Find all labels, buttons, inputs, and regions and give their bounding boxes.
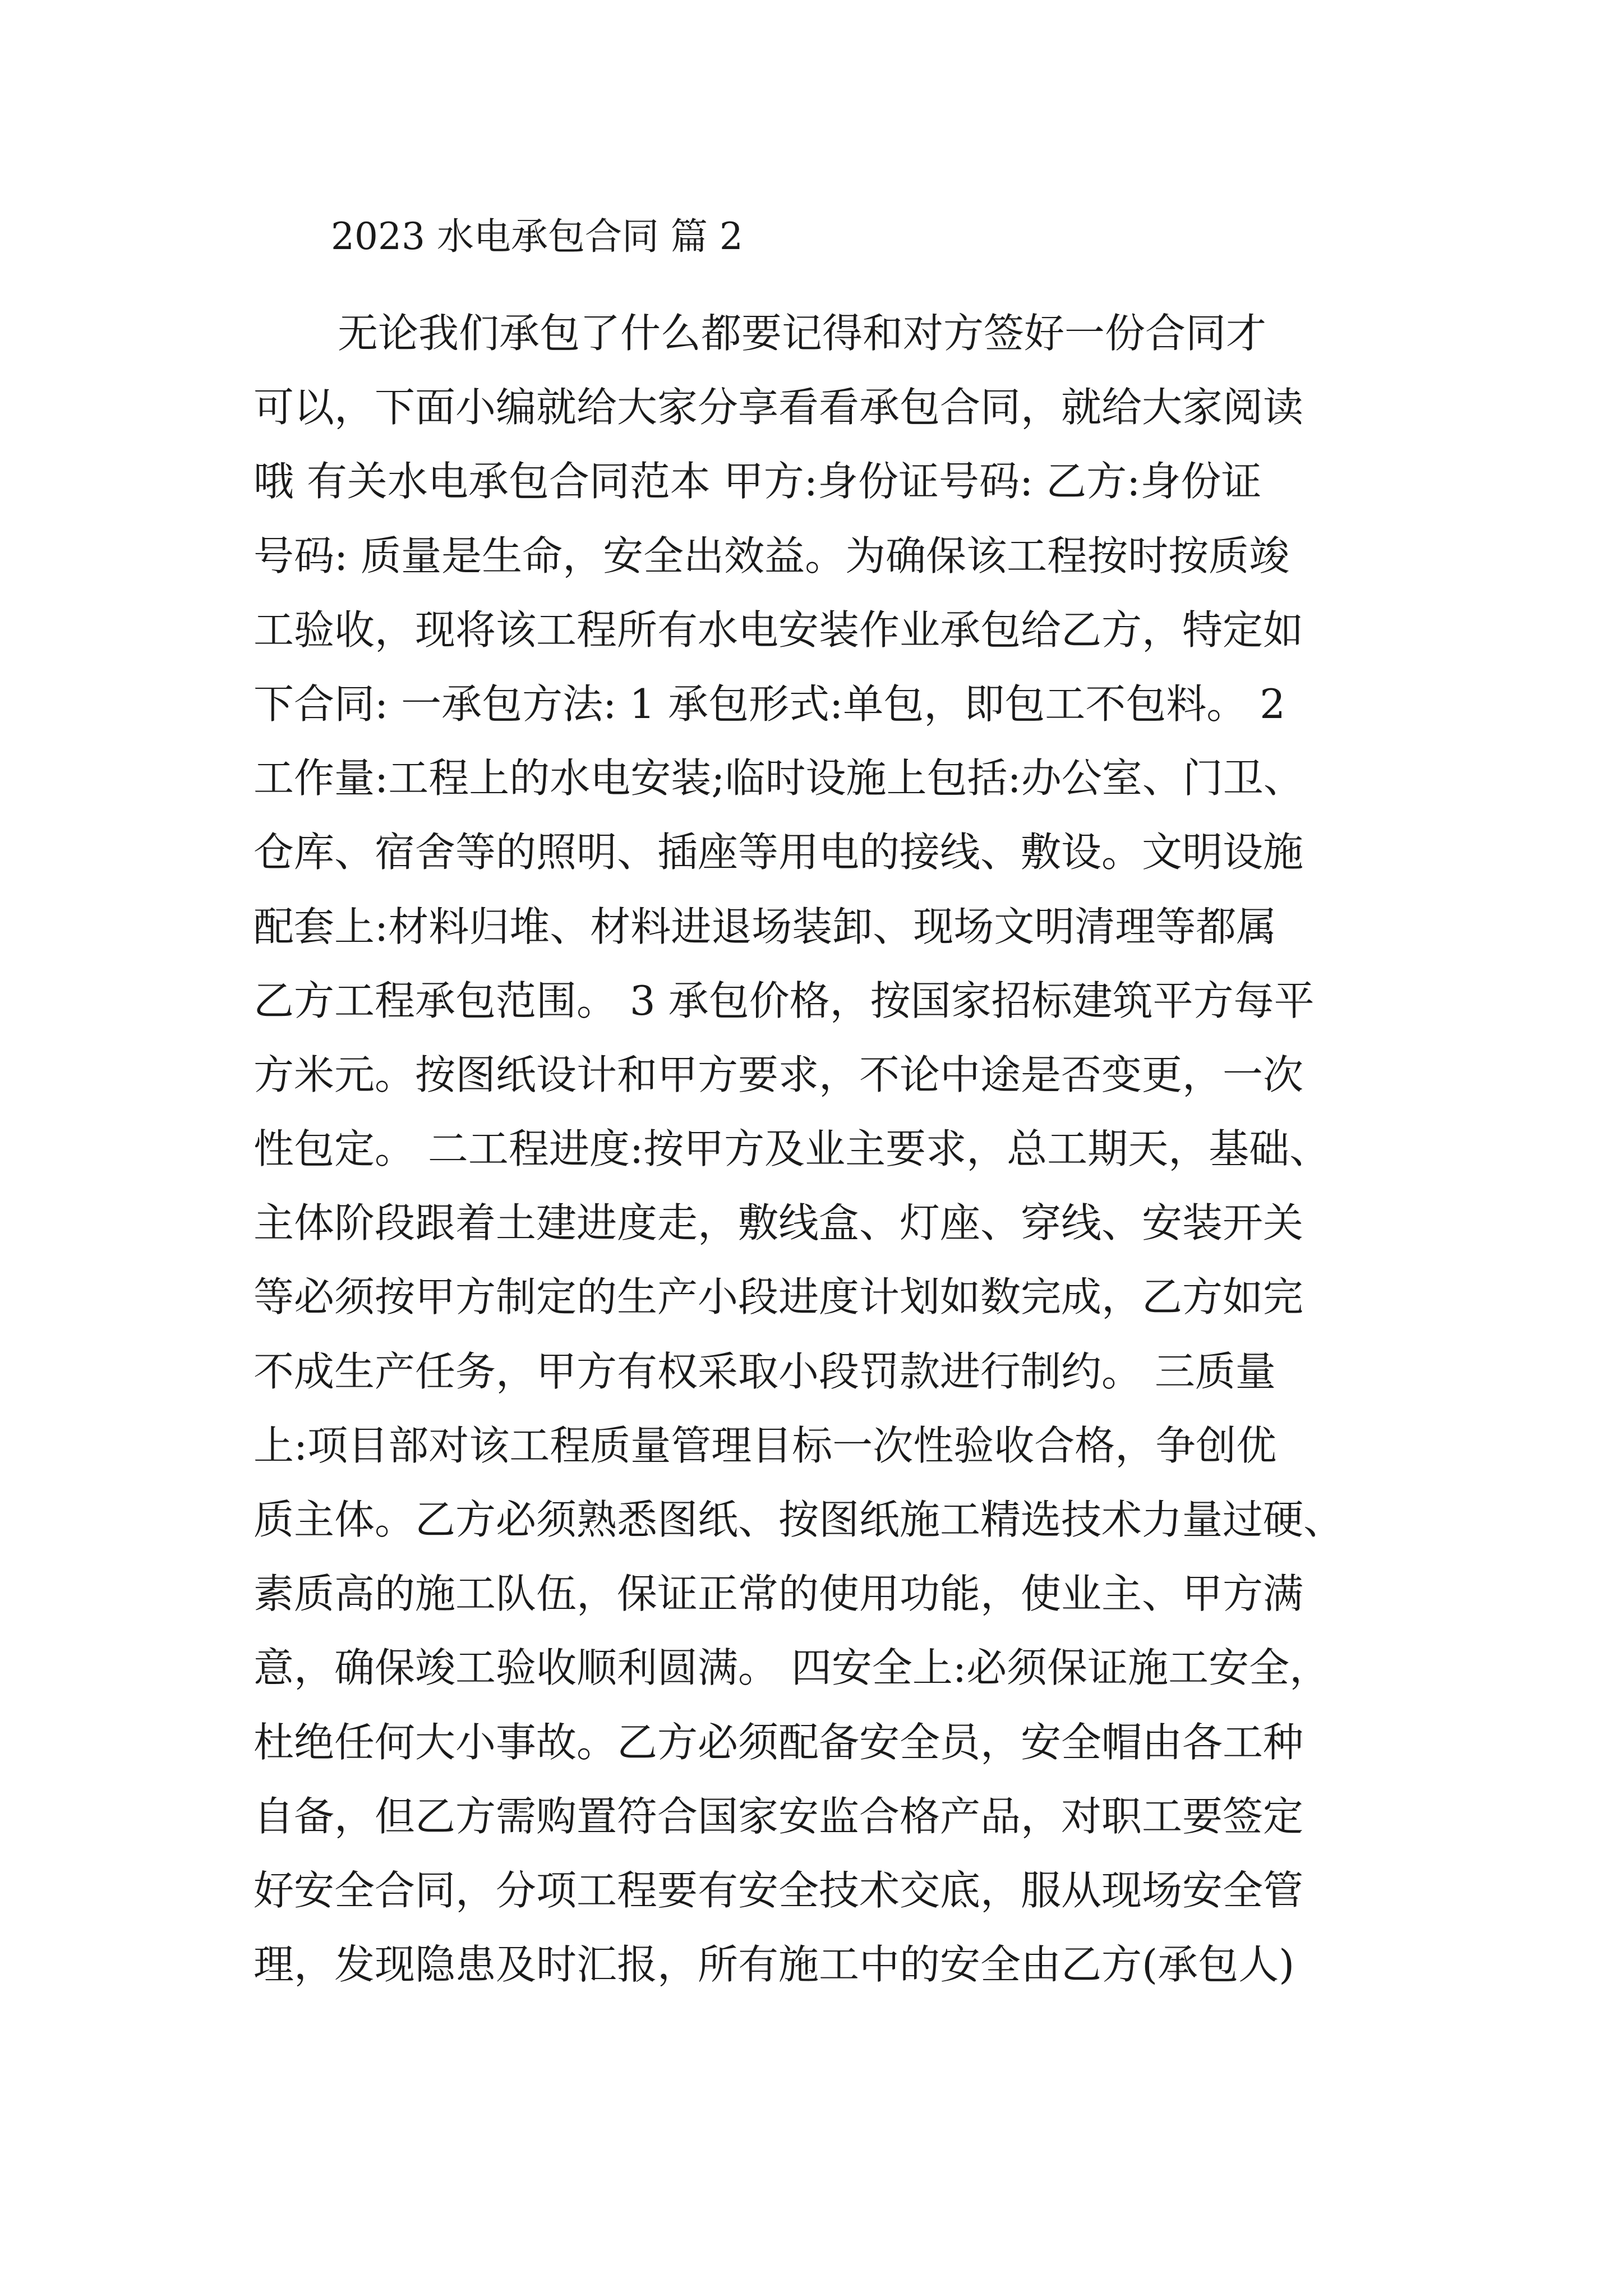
text-line: 无论我们承包了什么都要记得和对方签好一份合同才 bbox=[338, 310, 1267, 357]
text-line: 等必须按甲方制定的生产小段进度计划如数完成，乙方如完 bbox=[253, 1273, 1304, 1321]
text-line: 工作量:工程上的水电安装;临时设施上包括:办公室、门卫、 bbox=[253, 754, 1304, 802]
document-body bbox=[253, 296, 1403, 2001]
text-line: 哦 有关水电承包合同范本 甲方:身份证号码: 乙方:身份证 bbox=[253, 458, 1262, 505]
text-line: 方米元。按图纸设计和甲方要求，不论中途是否变更，一次 bbox=[253, 1051, 1304, 1098]
text-line: 下合同: 一承包方法: 1 承包形式:单包，即包工不包料。 2 bbox=[253, 680, 1285, 728]
text-line: 好安全合同，分项工程要有安全技术交底，服从现场安全管 bbox=[253, 1866, 1304, 1914]
text-line: 主体阶段跟着土建进度走，敷线盒、灯座、穿线、安装开关 bbox=[253, 1199, 1304, 1247]
text-line: 配套上:材料归堆、材料进退场装卸、现场文明清理等都属 bbox=[253, 903, 1277, 950]
text-line: 不成生产任务，甲方有权采取小段罚款进行制约。 三质量 bbox=[253, 1347, 1276, 1395]
text-line: 理，发现隐患及时汇报，所有施工中的安全由乙方(承包人) bbox=[253, 1941, 1295, 1989]
document-heading: 2023 水电承包合同 篇 2 bbox=[331, 215, 743, 258]
text-line: 上:项目部对该工程质量管理目标一次性验收合格，争创优 bbox=[253, 1421, 1277, 1469]
text-line: 可以，下面小编就给大家分享看看承包合同，就给大家阅读 bbox=[253, 384, 1304, 431]
text-line: 质主体。乙方必须熟悉图纸、按图纸施工精选技术力量过硬、 bbox=[253, 1496, 1344, 1543]
text-line: 号码: 质量是生命，安全出效益。为确保该工程按时按质竣 bbox=[253, 532, 1290, 579]
text-line: 自备，但乙方需购置符合国家安监合格产品，对职工要签定 bbox=[253, 1792, 1304, 1840]
text-line: 性包定。 二工程进度:按甲方及业主要求，总工期天，基础、 bbox=[253, 1125, 1330, 1173]
text-line: 仓库、宿舍等的照明、插座等用电的接线、敷设。文明设施 bbox=[253, 829, 1304, 876]
text-line: 杜绝任何大小事故。乙方必须配备安全员，安全帽由各工种 bbox=[253, 1718, 1304, 1766]
text-line: 素质高的施工队伍，保证正常的使用功能，使业主、甲方满 bbox=[253, 1570, 1304, 1618]
text-line: 工验收，现将该工程所有水电安装作业承包给乙方，特定如 bbox=[253, 606, 1304, 654]
text-line: 意，确保竣工验收顺利圆满。 四安全上:必须保证施工安全， bbox=[253, 1644, 1330, 1692]
text-line: 乙方工程承包范围。 3 承包价格，按国家招标建筑平方每平 bbox=[253, 977, 1315, 1024]
